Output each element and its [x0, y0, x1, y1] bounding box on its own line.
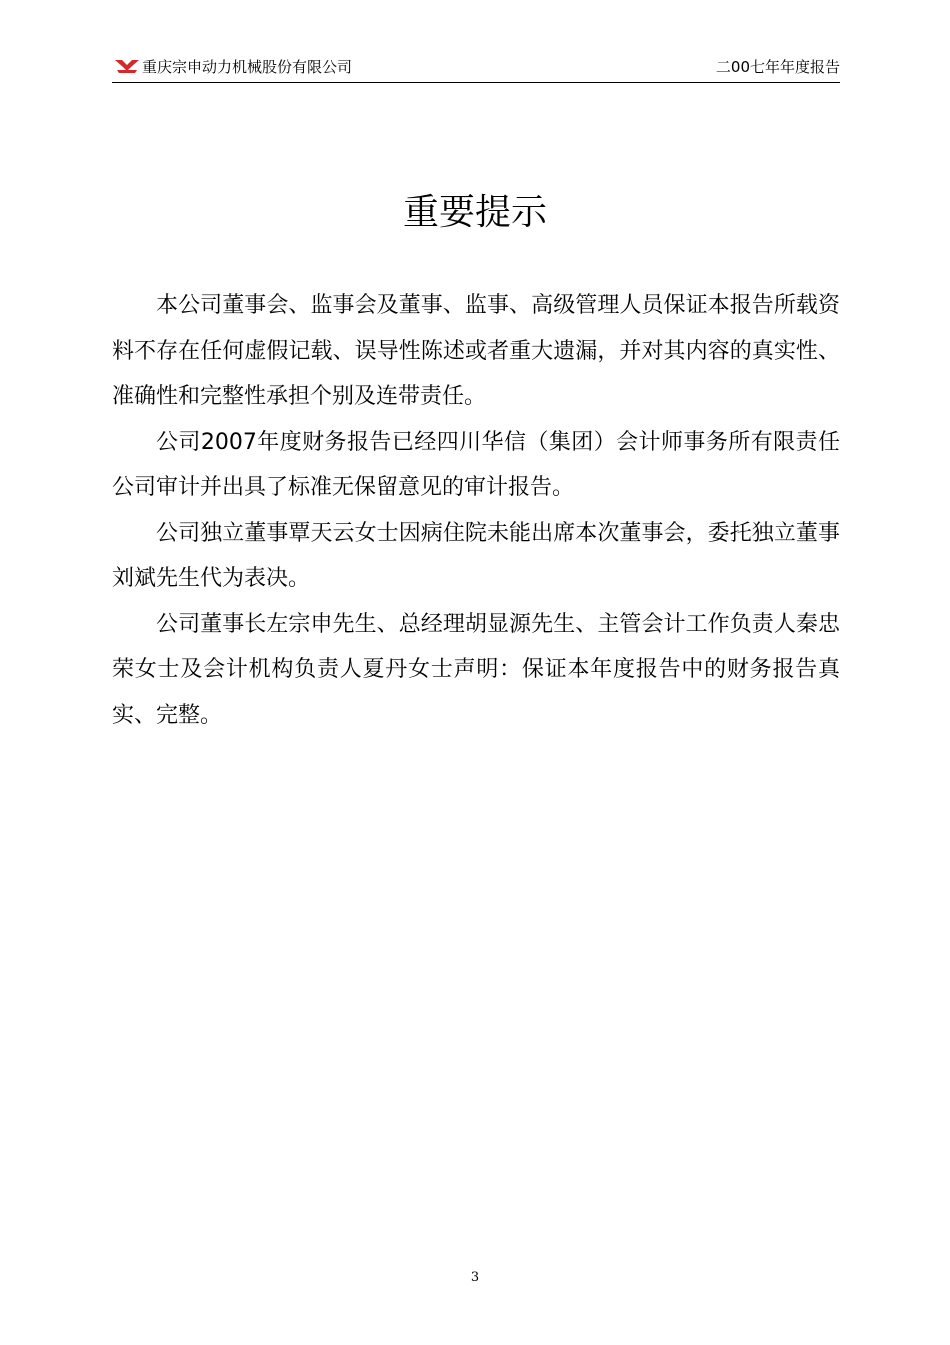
header-company-name: 重庆宗申动力机械股份有限公司	[142, 58, 353, 76]
paragraph-board-guarantee: 本公司董事会、监事会及董事、监事、高级管理人员保证本报告所载资料不存在任何虚假记载、误导性陈述或者重大遗漏，并对其内容的真实性、准确性和完整性承担个别及连带责任。	[112, 293, 840, 409]
paragraph-management-statement: 公司董事长左宗申先生、总经理胡显源先生、主管会计工作负责人秦忠荣女士及会计机构负责人夏丹女士声明：保证本年度报告中的财务报告真实、完整。	[112, 611, 840, 728]
page-number: 3	[470, 1270, 480, 1285]
page-header	[112, 56, 840, 83]
page-title: 重要提示	[402, 192, 547, 233]
paragraph-director-absence: 公司独立董事覃天云女士因病住院未能出席本次董事会，委托独立董事刘斌先生代为表决。	[112, 520, 840, 591]
paragraph-audit-report: 公司2007年度财务报告已经四川华信（集团）会计师事务所有限责任公司审计并出具了标准无保留意见的审计报告。	[112, 429, 840, 500]
header-report-name: 二00七年年度报告	[715, 58, 840, 76]
body-text	[112, 283, 840, 738]
company-logo-icon	[114, 58, 140, 74]
